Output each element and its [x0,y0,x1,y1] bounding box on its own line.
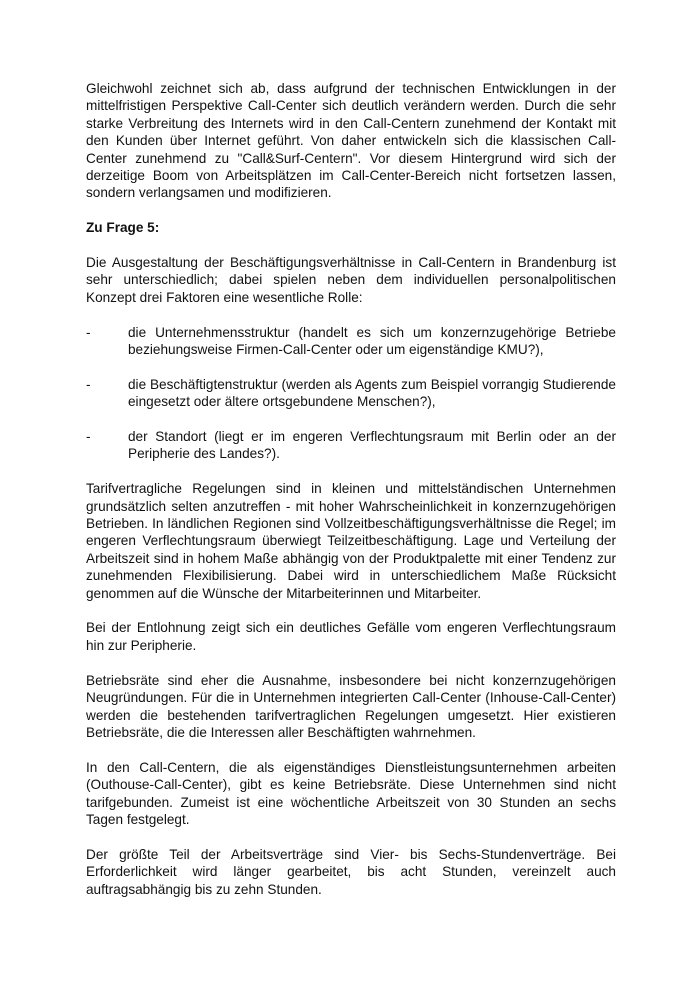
paragraph-works-councils: Betriebsräte sind eher die Ausnahme, insbesondere bei nicht konzernzugehörigen Neugründungen. Für die in Unternehmen integrierten Call-Center (Inhouse-Call-Center) werden die bestehenden tarifvertraglichen Regelungen umgesetzt. Hier existieren Betriebsräte, die die Interessen aller Beschäftigten wahrnehmen. [86,672,616,740]
list-item-text: die Unternehmensstruktur (handelt es sich um konzernzugehörige Betriebe beziehungsweise Firmen-Call-Center oder um eigenständige KMU?), [128,324,616,358]
paragraph-outhouse: In den Call-Centern, die als eigenständiges Dienstleistungsunternehmen arbeiten (Outhouse-Call-Center), gibt es keine Betriebsräte. Diese Unternehmen sind nicht tarifgebunden. Zumeist ist eine wöchentliche Arbeitszeit von 30 Stunden an sechs Tagen festgelegt. [86,759,616,827]
list-dash: - [86,376,91,392]
list-item [86,428,616,463]
section-heading: Zu Frage 5: [86,220,160,236]
intro-paragraph: Gleichwohl zeichnet sich ab, dass aufgrund der technischen Entwicklungen in der mittelfristigen Perspektive Call-Center sich deutlich verändern werden. Durch die sehr starke Verbreitung des Internets wird in den Call-Centern zunehmend der Kontakt mit den Kunden über Internet geführt. Von daher entwickeln sich die klassischen Call-Center zunehmend zu "Call&Surf-Centern". Vor diesem Hintergrund wird sich der derzeitige Boom von Arbeitsplätzen im Call-Center-Bereich nicht fortsetzen lassen, sondern verlangsamen und modifizieren. [86,81,616,201]
list-dash: - [86,429,91,445]
paragraph-contracts: Der größte Teil der Arbeitsverträge sind Vier- bis Sechs-Stundenverträge. Bei Erforderlichkeit wird länger gearbeitet, bis acht Stunden, vereinzelt auch auftragsabhängig bis zu zehn Stunden. [86,846,616,897]
document-body [86,80,616,915]
paragraph-factors: Die Ausgestaltung der Beschäftigungsverhältnisse in Call-Centern in Brandenburg ist sehr unterschiedlich; dabei spielen neben dem individuellen personalpolitischen Konzept drei Faktoren eine wesentliche Rolle: [86,255,616,305]
paragraph-tariff: Tarifvertragliche Regelungen sind in kleinen und mittelständischen Unternehmen grundsätzlich selten anzutreffen - mit hoher Wahrscheinlichkeit in konzernzugehörigen Betrieben. In ländlichen Regionen sind Vollzeitbeschäftigungsverhältnisse die Regel; im engeren Verflechtungsraum überwiegt Teilzeitbeschäftigung. Lage und Verteilung der Arbeitszeit sind in hohem Maße abhängig von der Produktpalette mit einer Tendenz zur zunehmenden Flexibilisierung. Dabei wird in unterschiedlichem Maße Rücksicht genommen auf die Wünsche der Mitarbeiterinnen und Mitarbeiter. [86,481,616,601]
list-item [86,376,616,411]
paragraph-pay: Bei der Entlohnung zeigt sich ein deutliches Gefälle vom engeren Verflechtungsraum hin zur Peripherie. [86,620,616,653]
list-dash: - [86,324,91,340]
list-item [86,324,616,359]
list-item-text: der Standort (liegt er im engeren Verflechtungsraum mit Berlin oder an der Peripherie des Landes?). [128,429,616,462]
list-item-text: die Beschäftigtenstruktur (werden als Agents zum Beispiel vorrangig Studierende eingesetzt oder ältere ortsgebundene Menschen?), [128,376,616,410]
